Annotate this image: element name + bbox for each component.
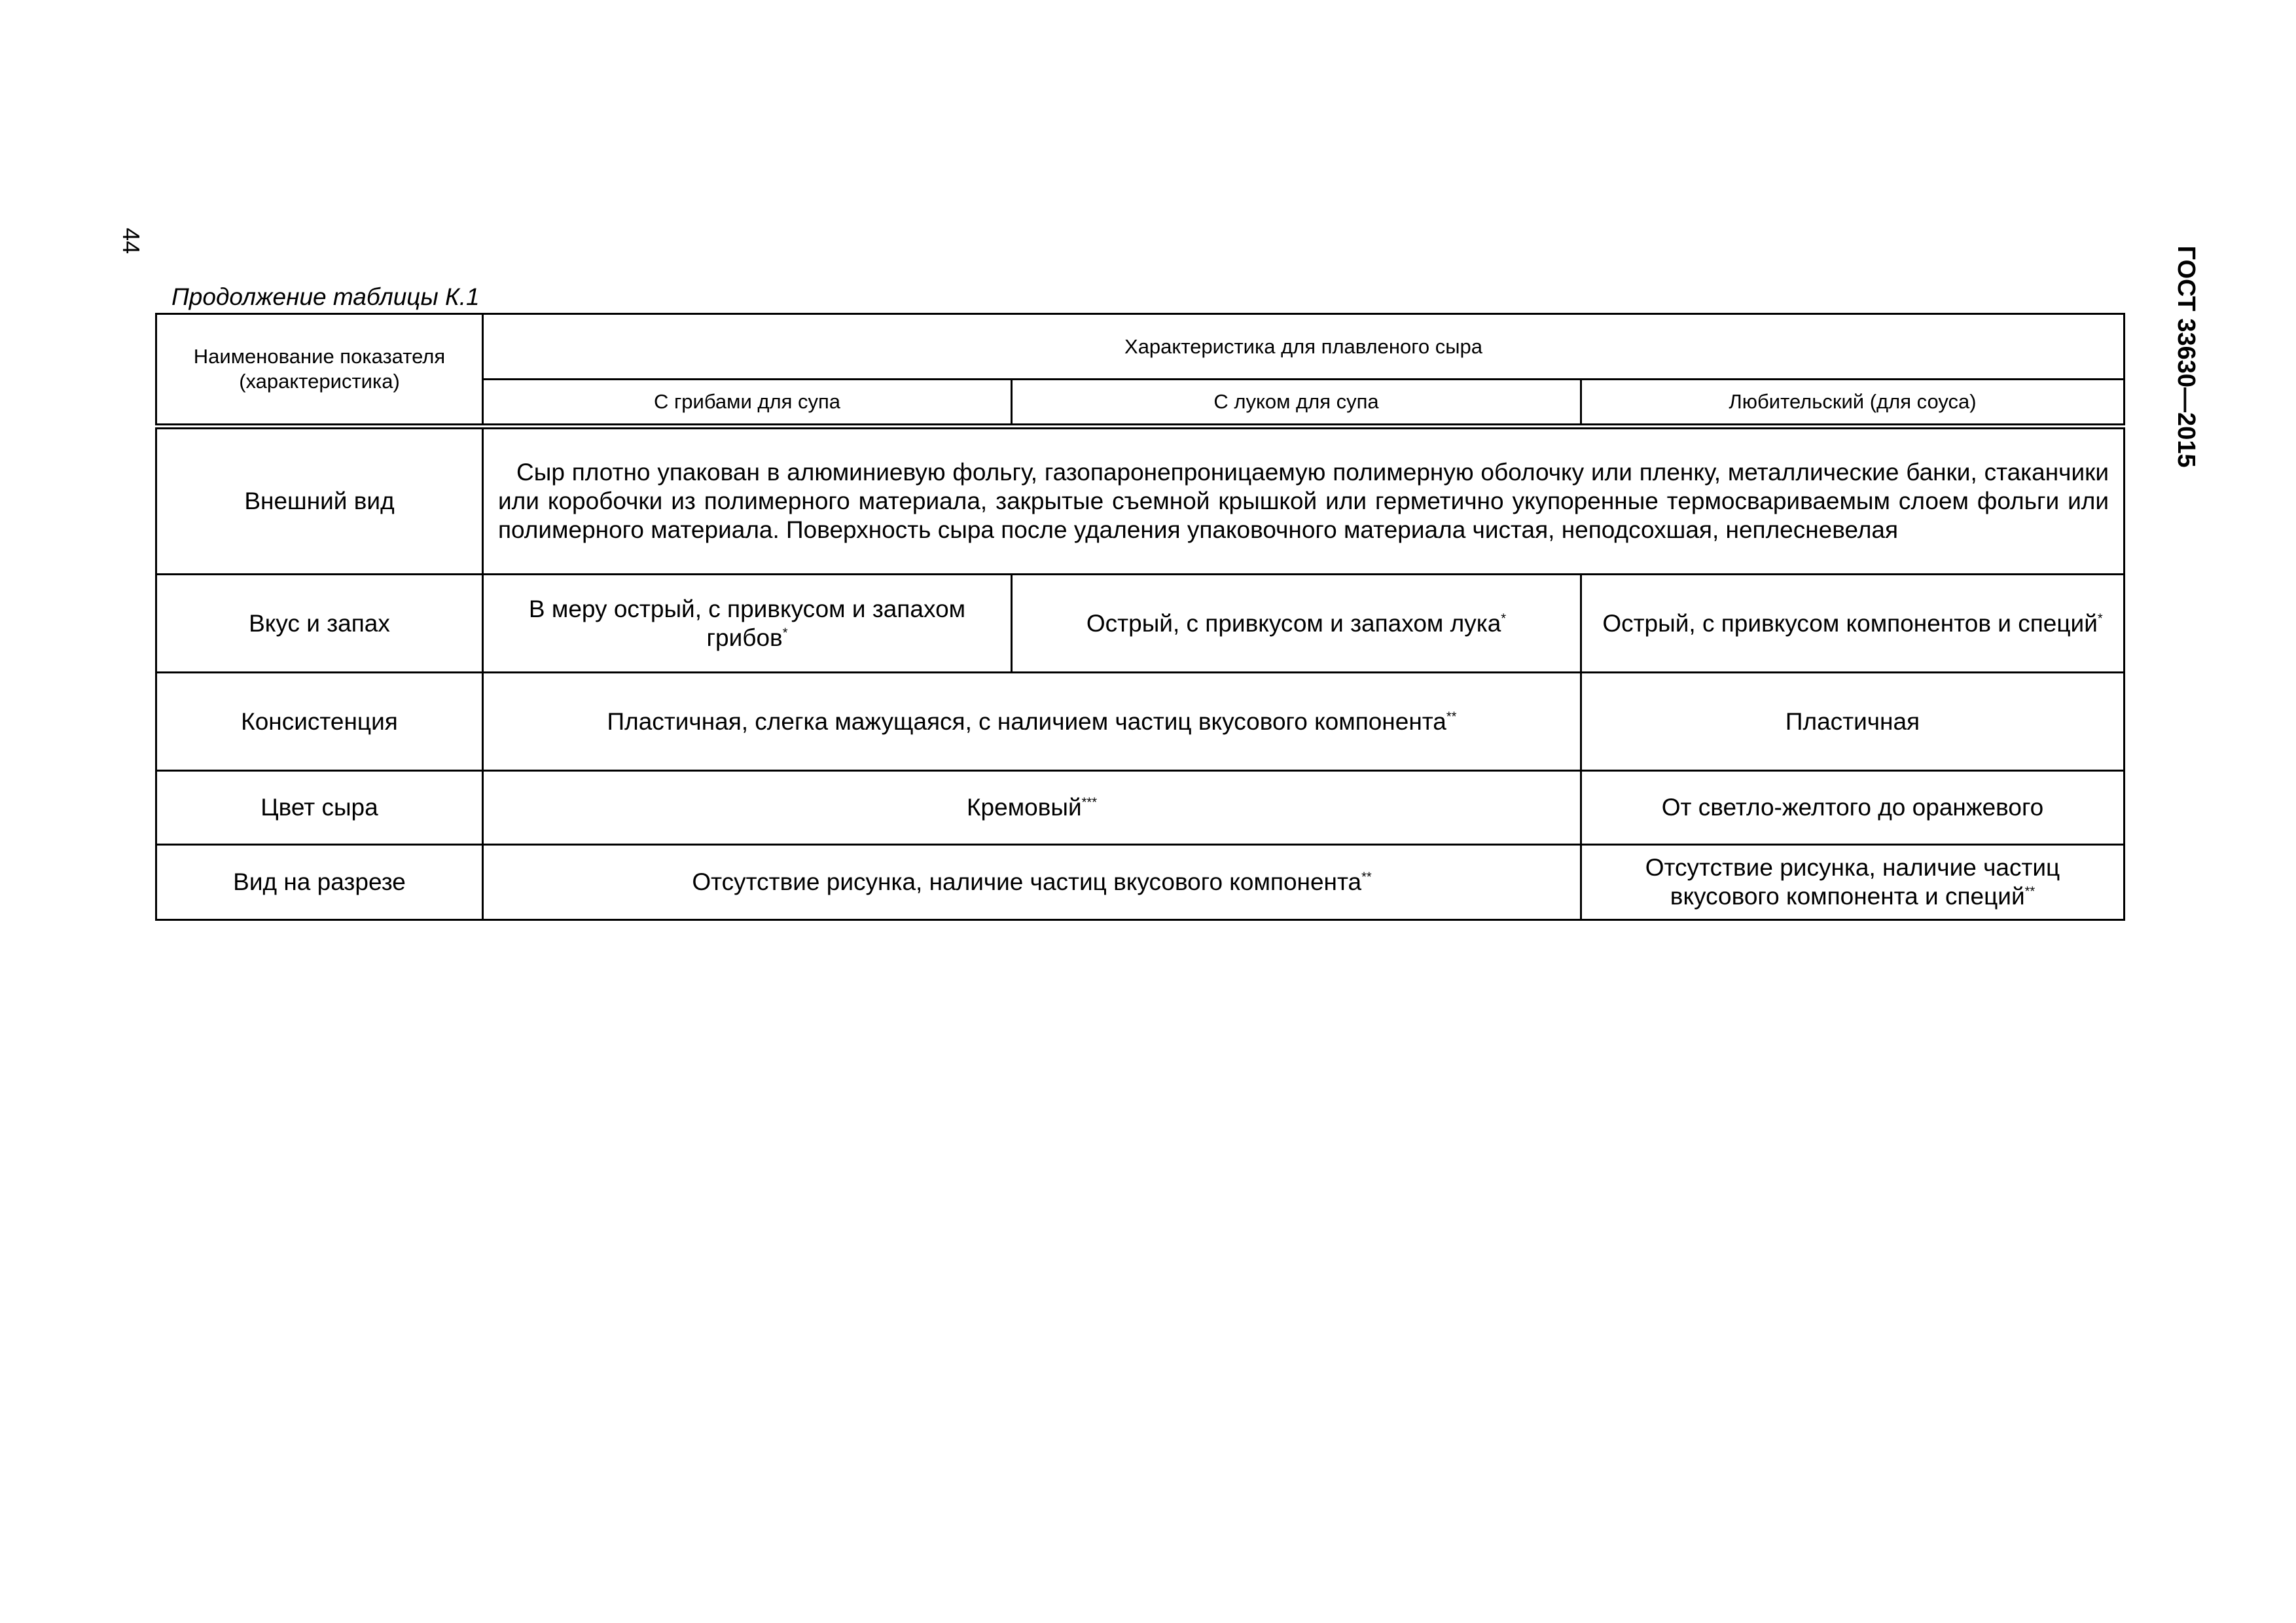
- taste-mushrooms-text: В меру острый, с привкусом и запахом грибов: [528, 595, 966, 651]
- table-row: [156, 845, 2125, 920]
- taste-mushrooms-cell: [483, 575, 1012, 673]
- footnote-mark: *: [1501, 611, 1507, 626]
- cut-amateur-cell: [1581, 845, 2125, 920]
- footnote-mark: **: [2024, 884, 2036, 899]
- table-caption: Продолжение таблицы К.1: [171, 283, 480, 310]
- texture-soup-cell: [483, 673, 1581, 771]
- row-label-color: Цвет сыра: [156, 771, 483, 845]
- texture-soup-text: Пластичная, слегка мажущаяся, с наличием частиц вкусового компонента: [607, 707, 1446, 735]
- row-label-appearance: Внешний вид: [156, 427, 483, 575]
- characteristics-table: [155, 313, 2125, 921]
- header-column-mushrooms: С грибами для супа: [483, 380, 1012, 427]
- taste-onion-text: Острый, с привкусом и запахом лука: [1086, 609, 1501, 637]
- page-number: 44: [118, 227, 145, 255]
- row-label-taste: Вкус и запах: [156, 575, 483, 673]
- cut-amateur-text: Отсутствие рисунка, наличие частиц вкусового компонента и специй: [1645, 854, 2060, 910]
- cut-soup-cell: [483, 845, 1581, 920]
- document-code: ГОСТ 33630—2015: [2172, 245, 2200, 468]
- header-group: Характеристика для плавленого сыра: [483, 314, 2125, 380]
- texture-amateur-cell: Пластичная: [1581, 673, 2125, 771]
- cut-soup-text: Отсутствие рисунка, наличие частиц вкусового компонента: [692, 868, 1362, 895]
- color-soup-cell: [483, 771, 1581, 845]
- table-row: [156, 771, 2125, 845]
- taste-amateur-text: Острый, с привкусом компонентов и специй: [1602, 609, 2098, 637]
- table-row: [156, 673, 2125, 771]
- footnote-mark: *: [2097, 611, 2103, 626]
- color-soup-text: Кремовый: [966, 794, 1082, 821]
- footnote-mark: **: [1446, 709, 1457, 724]
- row-label-texture: Консистенция: [156, 673, 483, 771]
- table-row: [156, 575, 2125, 673]
- footnote-mark: ***: [1081, 795, 1097, 810]
- header-column-amateur: Любительский (для соуса): [1581, 380, 2125, 427]
- header-row: [156, 314, 2125, 380]
- table-row: [156, 427, 2125, 575]
- appearance-description: Сыр плотно упакован в алюминиевую фольгу, газопаронепроницаемую полимерную оболочку или пленку, металлические банки, стаканчики или коробочки из полимерного материала, закрытые съемной крышкой или герметично укупоренные термосвариваемым слоем фольги или полимерного материала. Поверхность сыра после удаления упаковочного материала чистая, неподсохшая, неплесневелая: [483, 427, 2125, 575]
- taste-onion-cell: [1012, 575, 1581, 673]
- taste-amateur-cell: [1581, 575, 2125, 673]
- footnote-mark: *: [782, 626, 788, 641]
- row-label-cut: Вид на разрезе: [156, 845, 483, 920]
- footnote-mark: **: [1361, 870, 1372, 885]
- color-amateur-cell: От светло-желтого до оранжевого: [1581, 771, 2125, 845]
- header-column-onion: С луком для супа: [1012, 380, 1581, 427]
- header-indicator: Наименование показателя (характеристика): [156, 314, 483, 427]
